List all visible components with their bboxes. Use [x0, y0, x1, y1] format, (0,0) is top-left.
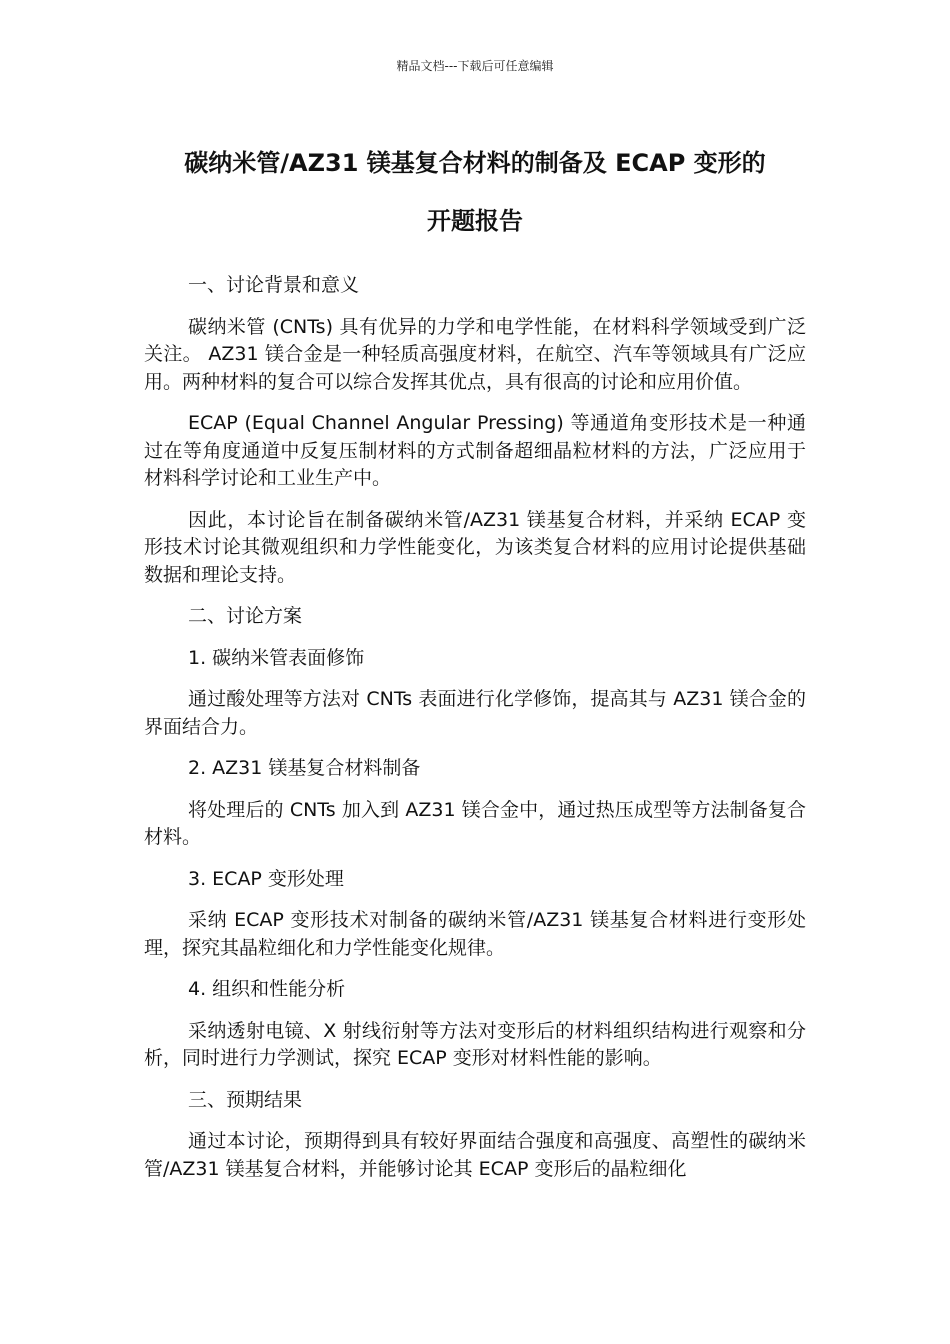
- title-line-1: 碳纳米管/AZ31 镁基复合材料的制备及 ECAP 变形的: [184, 149, 766, 177]
- section-heading-expected-results: 三、预期结果: [188, 1088, 303, 1111]
- subheading-ecap-processing: 3. ECAP 变形处理: [188, 867, 344, 890]
- section-heading-background: 一、讨论背景和意义: [188, 274, 360, 296]
- paragraph-analysis: 采纳透射电镜、X 射线衍射等方法对变形后的材料组织结构进行观察和分析，同时进行力学测试，探究 ECAP 变形对材料性能的影响。: [144, 1019, 806, 1069]
- page-header: 精品文档---下载后可任意编辑: [396, 59, 554, 73]
- title-line-2: 开题报告: [427, 207, 523, 235]
- paragraph-ecap-processing: 采纳 ECAP 变形技术对制备的碳纳米管/AZ31 镁基复合材料进行变形处理，探究其晶粒细化和力学性能变化规律。: [144, 909, 806, 959]
- paragraph-research-aim: 因此，本讨论旨在制备碳纳米管/AZ31 镁基复合材料，并采纳 ECAP 变形技术讨论其微观组织和力学性能变化，为该类复合材料的应用讨论提供基础数据和理论支持。: [144, 508, 806, 586]
- section-heading-plan: 二、讨论方案: [188, 605, 303, 627]
- paragraph-expected-results: 通过本讨论，预期得到具有较好界面结合强度和高强度、高塑性的碳纳米管/AZ31 镁基复合材料，并能够讨论其 ECAP 变形后的晶粒细化: [144, 1130, 806, 1180]
- document-body: [144, 272, 806, 1197]
- subheading-composite-preparation: 2. AZ31 镁基复合材料制备: [188, 757, 421, 779]
- paragraph-surface-modification: 通过酸处理等方法对 CNTs 表面进行化学修饰，提高其与 AZ31 镁合金的界面结合力。: [144, 688, 806, 738]
- document-title: [144, 134, 806, 250]
- paragraph-ecap-intro: ECAP (Equal Channel Angular Pressing) 等通道角变形技术是一种通过在等角度通道中反复压制材料的方式制备超细晶粒材料的方法，广泛应用于材料科学讨论和工业生产中。: [144, 412, 806, 489]
- paragraph-composite-preparation: 将处理后的 CNTs 加入到 AZ31 镁合金中，通过热压成型等方法制备复合材料。: [144, 798, 806, 848]
- subheading-analysis: 4. 组织和性能分析: [188, 978, 346, 1000]
- paragraph-cnt-intro: 碳纳米管 (CNTs) 具有优异的力学和电学性能，在材料科学领域受到广泛关注。 AZ31 镁合金是一种轻质高强度材料，在航空、汽车等领域具有广泛应用。两种材料的复合可以综合发挥其优点，具有很高的讨论和应用价值。: [144, 315, 806, 393]
- subheading-surface-modification: 1. 碳纳米管表面修饰: [188, 646, 365, 669]
